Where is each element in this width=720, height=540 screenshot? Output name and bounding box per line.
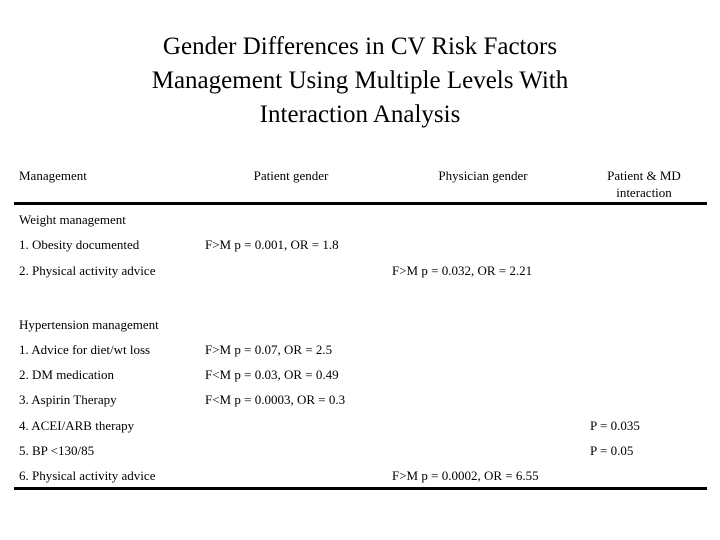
row-physician-gender: F>M p = 0.0002, OR = 6.55 bbox=[392, 468, 539, 483]
section-hypertension-management: Hypertension management bbox=[19, 317, 159, 332]
row-label: 2. DM medication bbox=[19, 367, 114, 382]
header-management: Management bbox=[19, 168, 87, 183]
header-interaction-line-2: interaction bbox=[616, 185, 672, 200]
title-line-3: Interaction Analysis bbox=[259, 101, 461, 128]
row-interaction: P = 0.035 bbox=[590, 418, 640, 433]
row-label: 3. Aspirin Therapy bbox=[19, 392, 117, 407]
row-patient-gender: F<M p = 0.03, OR = 0.49 bbox=[205, 367, 339, 382]
row-label: 1. Advice for diet/wt loss bbox=[19, 342, 151, 357]
header-interaction-line-1: Patient & MD bbox=[607, 168, 681, 183]
slide-title bbox=[0, 30, 720, 132]
table-top-rule bbox=[14, 202, 707, 205]
row-patient-gender: F>M p = 0.07, OR = 2.5 bbox=[205, 342, 333, 357]
header-interaction bbox=[580, 167, 708, 201]
header-physician-gender: Physician gender bbox=[438, 168, 528, 183]
header-patient-gender: Patient gender bbox=[253, 168, 329, 183]
row-label: 1. Obesity documented bbox=[19, 237, 140, 252]
row-physician-gender: F>M p = 0.032, OR = 2.21 bbox=[392, 263, 533, 278]
title-line-2: Management Using Multiple Levels With bbox=[151, 67, 569, 94]
table-bottom-rule bbox=[14, 487, 707, 490]
section-weight-management: Weight management bbox=[19, 212, 126, 227]
row-label: 5. BP <130/85 bbox=[19, 443, 95, 458]
row-patient-gender: F>M p = 0.001, OR = 1.8 bbox=[205, 237, 339, 252]
title-line-1: Gender Differences in CV Risk Factors bbox=[162, 33, 558, 60]
row-label: 6. Physical activity advice bbox=[19, 468, 156, 483]
row-label: 2. Physical activity advice bbox=[19, 263, 156, 278]
row-patient-gender: F<M p = 0.0003, OR = 0.3 bbox=[205, 392, 346, 407]
row-interaction: P = 0.05 bbox=[590, 443, 634, 458]
row-label: 4. ACEI/ARB therapy bbox=[19, 418, 135, 433]
